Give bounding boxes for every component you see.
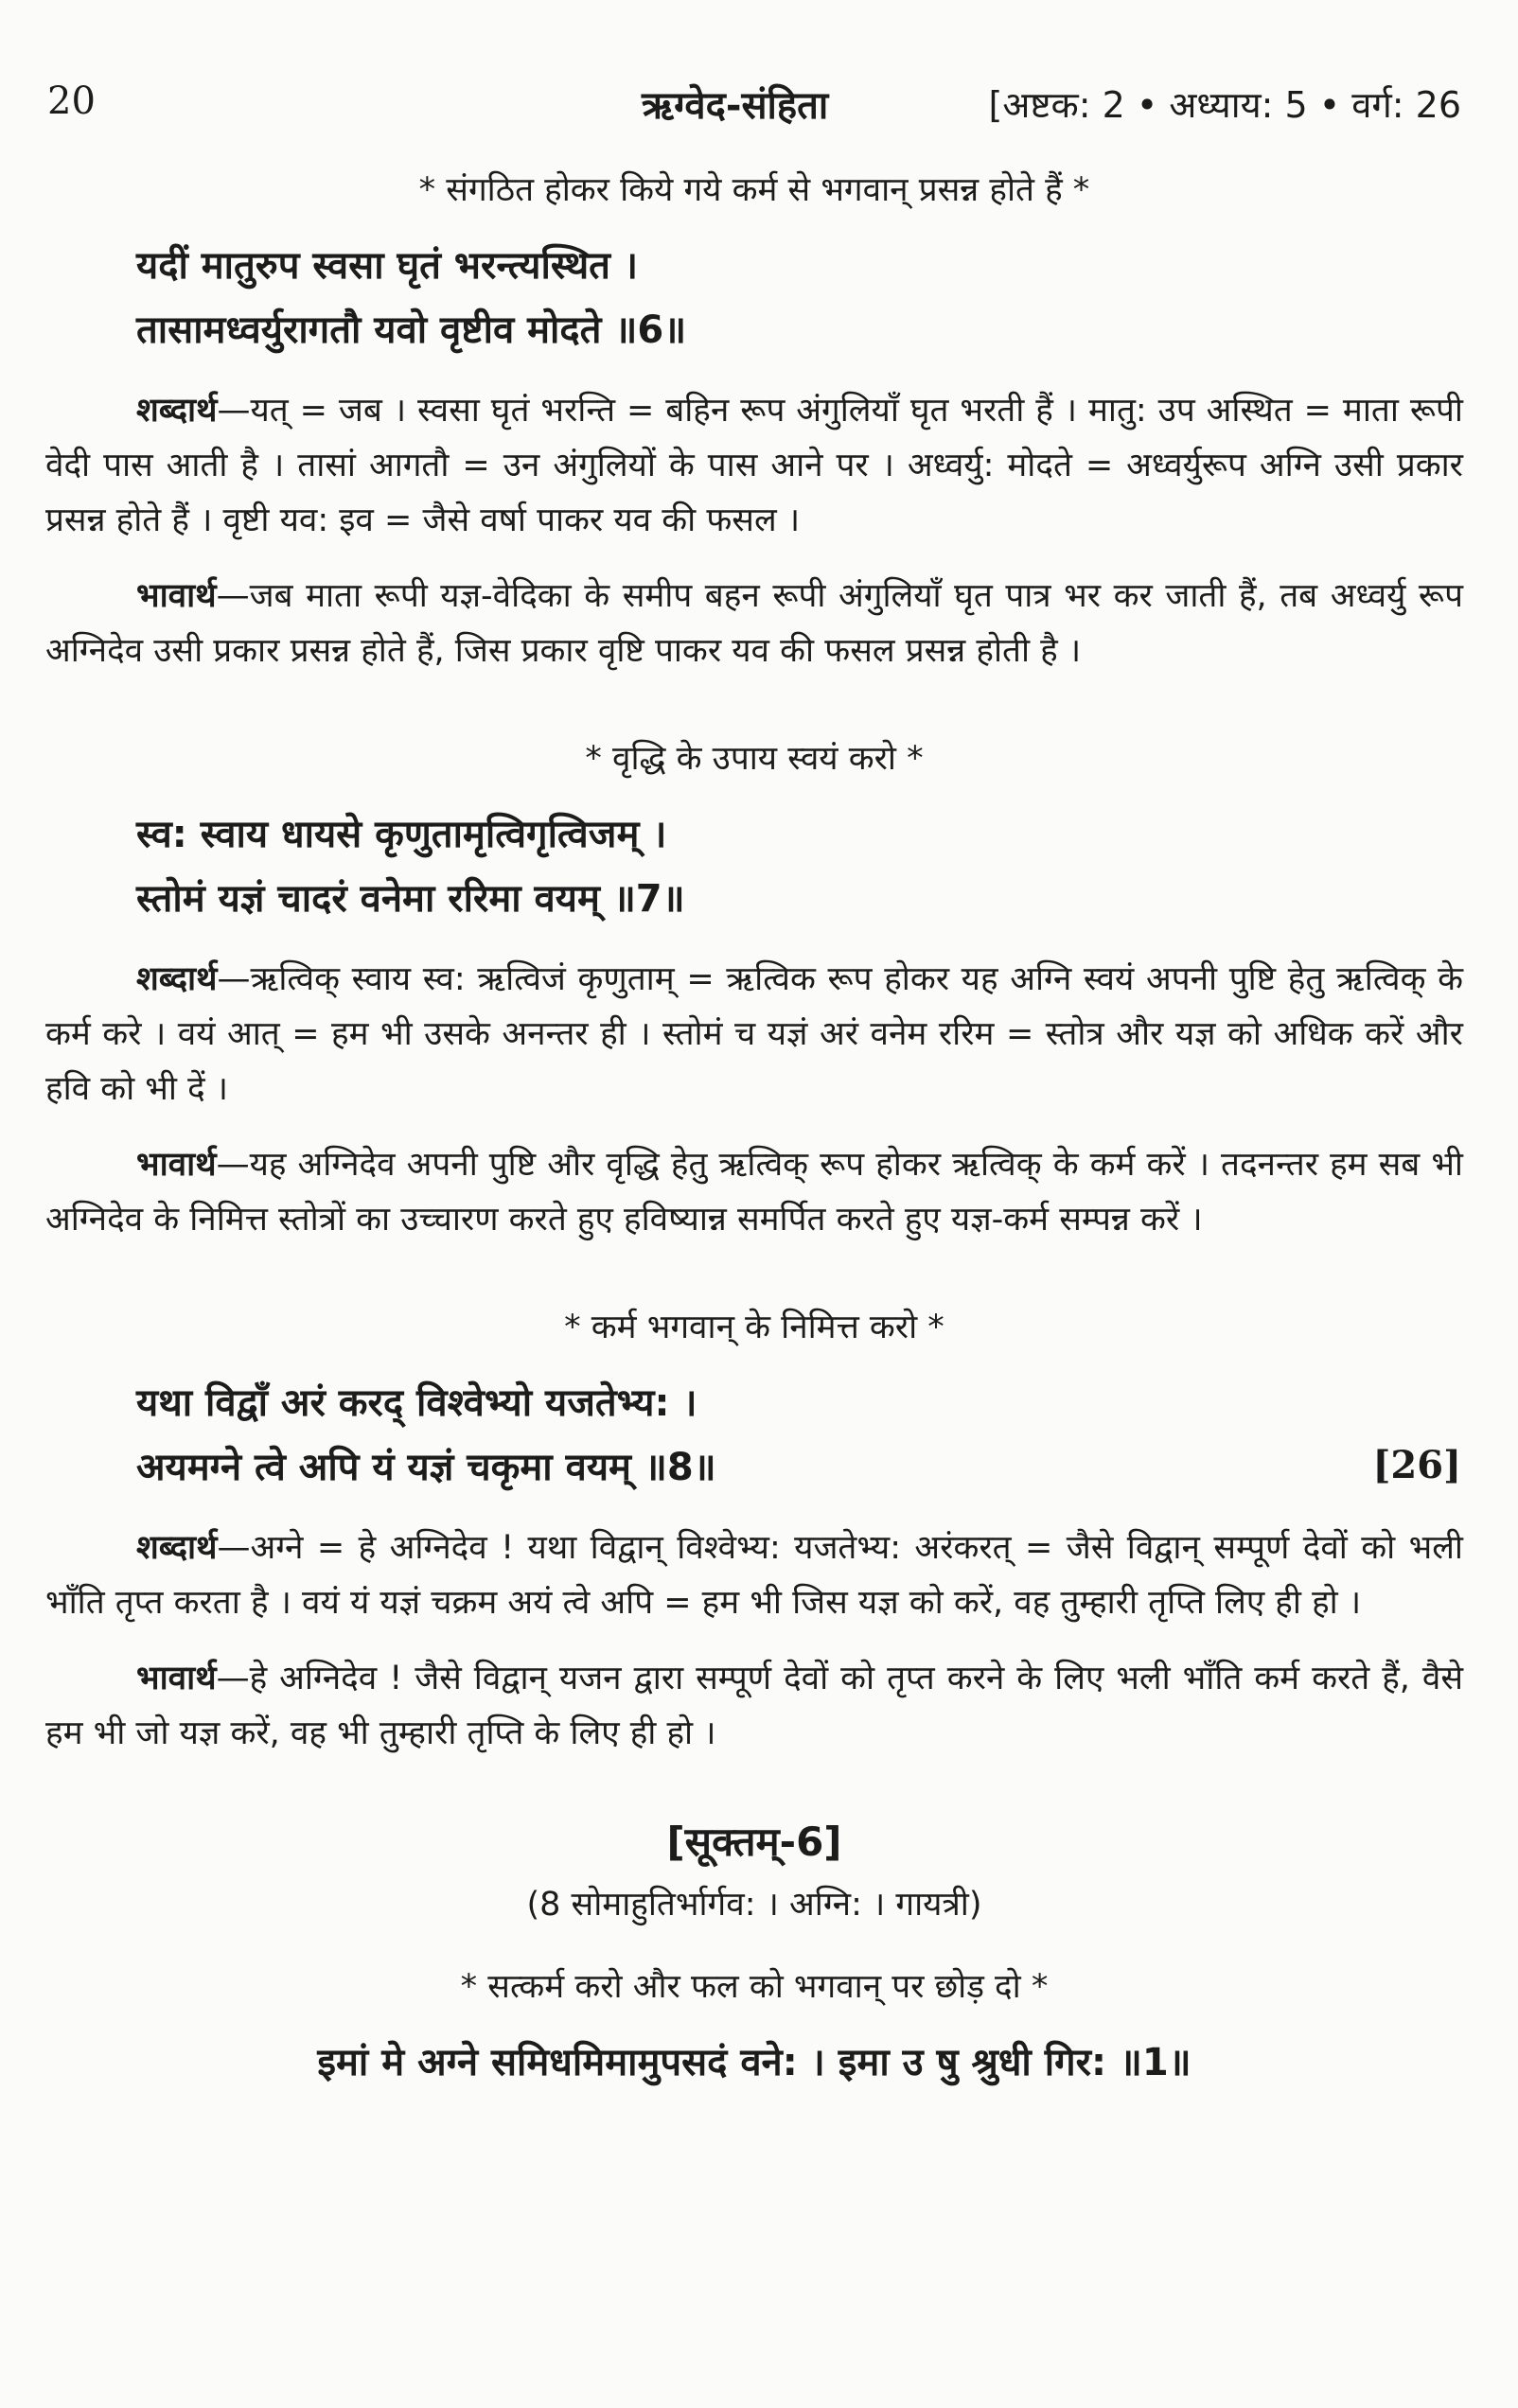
mantra-verse — [45, 234, 1463, 362]
mantra-line: स्व: स्वाय धायसे कृणुतामृत्विगृत्विजम् । — [136, 813, 667, 856]
word-meaning-text: —ऋत्विक् स्वाय स्व: ऋत्विजं कृणुताम् = ऋत्विक रूप होकर यह अग्नि स्वयं अपनी पुष्टि हेतु ऋत्विक् के कर्म करे । वयं आत् = हम भी उसके अनन्तर ही । स्तोमं च यज्ञं अरं वनेम ररिम = स्तोत्र और यज्ञ को अधिक करें और हवि को भी दें । — [45, 960, 1463, 1108]
mantra-line: तासामध्वर्युरागतौ यवो वृष्टीव मोदते ॥6॥ — [136, 308, 687, 352]
section-heading: * सत्कर्म करो और फल को भगवान् पर छोड़ दो * — [460, 1968, 1049, 2006]
running-title: ऋग्वेद-संहिता — [642, 84, 829, 128]
mantra-verse — [45, 2030, 1463, 2095]
word-meaning-text: —अग्ने = हे अग्निदेव ! यथा विद्वान् विश्वेभ्य: यजतेभ्य: अरंकरत् = जैसे विद्वान् सम्पूर्ण देवों को भली भाँति तृप्त करता है । वयं यं यज्ञं चक्रम अयं त्वे अपि = हम भी जिस यज्ञ को करें, वह तुम्हारी तृप्ति लिए ही हो । — [45, 1529, 1463, 1622]
mantra-verse — [45, 1371, 1463, 1500]
word-meaning-label: शब्दार्थ — [136, 960, 218, 998]
meaning-paragraph — [45, 569, 1463, 678]
page-header — [47, 72, 1461, 138]
meaning-text: —जब माता रूपी यज्ञ-वेदिका के समीप बहन रूपी अंगुलियाँ घृत पात्र भर कर जाती हैं, तब अध्वर्यु रूप अग्निदेव उसी प्रकार प्रसन्न होते हैं, जिस प्रकार वृष्टि पाकर यव की फसल प्रसन्न होती है । — [45, 577, 1463, 670]
meaning-paragraph — [45, 1137, 1463, 1247]
mantra-line: इमां मे अग्ने समिधमिमामुपसदं वने: । इमा उ षु श्रुधी गिर: ॥1॥ — [317, 2041, 1191, 2084]
mantra-verse — [45, 802, 1463, 931]
varga-number: [26] — [1372, 1443, 1461, 1487]
page-content — [45, 151, 1463, 2095]
meaning-text: —यह अग्निदेव अपनी पुष्टि और वृद्धि हेतु ऋत्विक् रूप होकर ऋत्विक् के कर्म करें । तदनन्तर हम सब भी अग्निदेव के निमित्त स्तोत्रों का उच्चारण करते हुए हविष्यान्न समर्पित करते हुए यज्ञ-कर्म सम्पन्न करें । — [45, 1146, 1463, 1239]
section-heading: * कर्म भगवान् के निमित्त करो * — [564, 1309, 944, 1346]
sukta-subtitle: (8 सोमाहुतिर्भार्गव: । अग्नि: । गायत्री) — [526, 1886, 982, 1924]
meaning-label: भावार्थ — [136, 1660, 217, 1697]
section-heading: * वृद्धि के उपाय स्वयं करो * — [585, 740, 924, 778]
word-meaning-label: शब्दार्थ — [136, 1529, 218, 1567]
page-number: 20 — [47, 79, 96, 123]
meaning-text: —हे अग्निदेव ! जैसे विद्वान् यजन द्वारा सम्पूर्ण देवों को तृप्त करने के लिए भली भाँति कर्म करते हैं, वैसे हम भी जो यज्ञ करें, वह भी तुम्हारी तृप्ति के लिए ही हो । — [45, 1660, 1463, 1752]
mantra-line: अयमग्ने त्वे अपि यं यज्ञं चकृमा वयम् ॥8॥ — [136, 1446, 716, 1489]
meaning-label: भावार्थ — [136, 1146, 217, 1184]
mantra-line: स्तोमं यज्ञं चादरं वनेमा ररिमा वयम् ॥7॥ — [136, 877, 685, 921]
mantra-line: यथा विद्वाँ अरं करद् विश्वेभ्यो यजतेभ्य: । — [136, 1381, 697, 1425]
section-heading: * संगठित होकर किये गये कर्म से भगवान् प्रसन्न होते हैं * — [418, 171, 1090, 209]
word-meaning-paragraph — [45, 952, 1463, 1116]
mantra-line: यदीं मातुरुप स्वसा घृतं भरन्त्यस्थित । — [136, 244, 639, 288]
meaning-label: भावार्थ — [136, 577, 217, 615]
chapter-reference: [अष्टक: 2 • अध्याय: 5 • वर्ग: 26 — [988, 84, 1461, 126]
word-meaning-label: शब्दार्थ — [136, 392, 218, 430]
sukta-title: [सूक्तम्-6] — [666, 1819, 842, 1865]
word-meaning-paragraph — [45, 383, 1463, 548]
word-meaning-paragraph — [45, 1520, 1463, 1630]
word-meaning-text: —यत् = जब । स्वसा घृतं भरन्ति = बहिन रूप अंगुलियाँ घृत भरती हैं । मातु: उप अस्थित = माता रूपी वेदी पास आती है । तासां आगतौ = उन अंगुलियों के पास आने पर । अध्वर्यु: मोदते = अध्वर्युरूप अग्नि उसी प्रकार प्रसन्न होते हैं । वृष्टी यव: इव = जैसे वर्षा पाकर यव की फसल । — [45, 392, 1463, 539]
meaning-paragraph — [45, 1651, 1463, 1761]
